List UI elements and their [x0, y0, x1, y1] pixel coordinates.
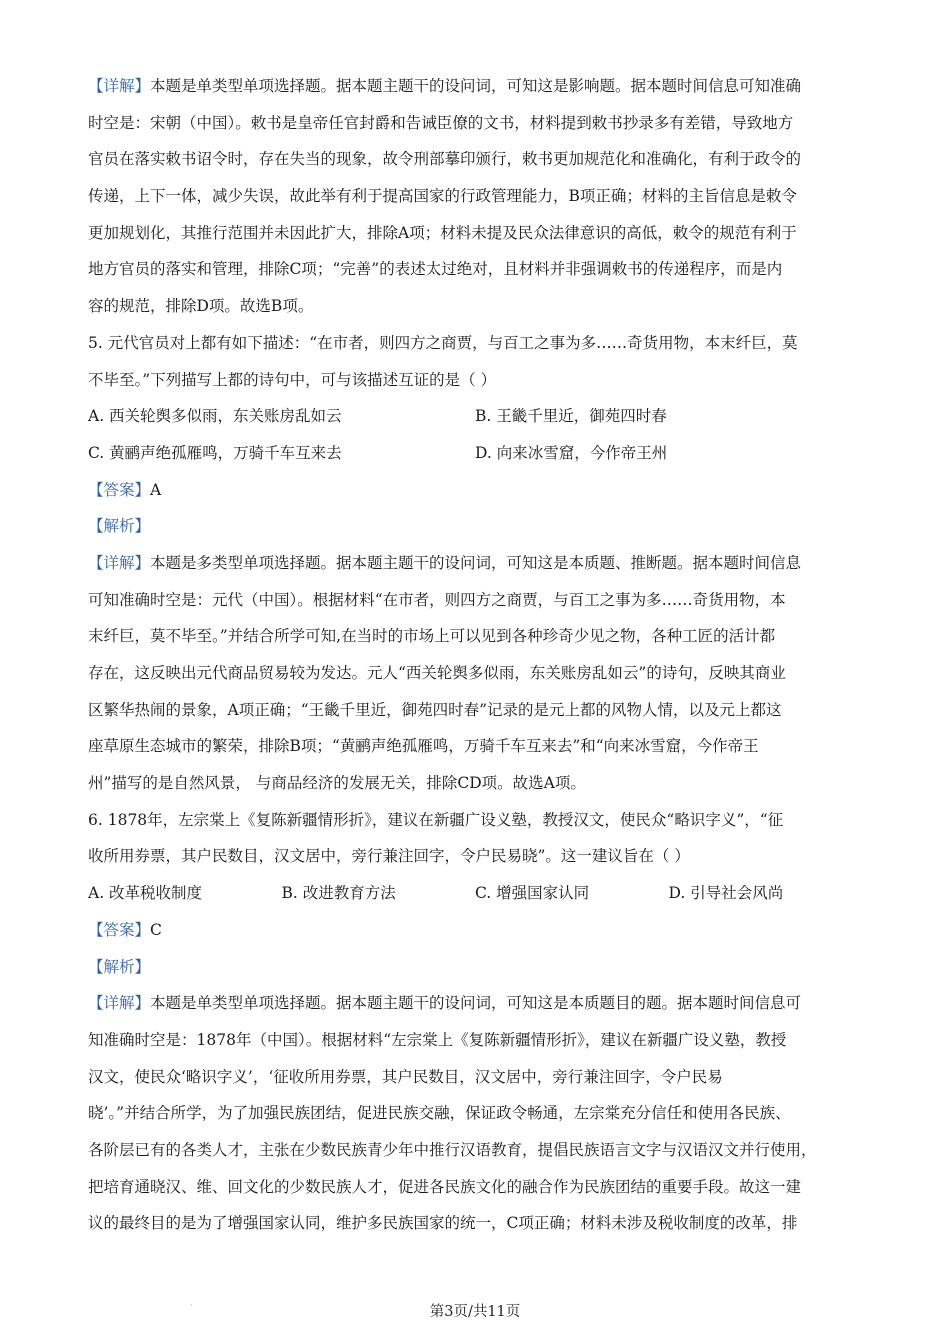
q5-detail-line: 座草原生态城市的繁荣，排除B项；“黄鹂声绝孤雁鸣，万骑千车互来去”和“向来冰雪窟，今作帝王 — [88, 737, 759, 756]
q5-stem-line: 不毕至。”下列描写上都的诗句中，可与该描述互证的是（ ） — [88, 370, 497, 389]
answer-label: 【答案】 — [88, 480, 151, 499]
q6-stem-line: 收所用券票，其户民数目，汉文居中，旁行兼注回字，令户民易晓”。这一建议旨在（ ） — [88, 847, 690, 866]
q5-analysis — [88, 508, 863, 545]
q4-detail-line: 【详解】本题是单类型单项选择题。据本题主题干的设问词，可知这是影响题。据本题时间信息可知准确 — [88, 77, 802, 95]
q5-detail-line: 存在，这反映出元代商品贸易较为发达。元人“西关轮舆多似雨，东关账房乱如云”的诗句，反映其商业 — [88, 664, 786, 682]
q5-option-a: A. 西关轮舆多似雨，东关账房乱如云 — [88, 407, 342, 426]
q5-options-row — [88, 435, 863, 472]
q6-detail-line: 知准确时空是：1878年（中国）。根据材料“左宗棠上《复陈新疆情形折》，建议在新疆广设义塾，教授 — [88, 1030, 787, 1049]
page-footer: 第3页/共11页 — [429, 1304, 521, 1320]
analysis-label: 【解析】 — [88, 957, 151, 976]
detail-label: 【详解】 — [88, 553, 151, 572]
q4-detail-line: 容的规范，排除D项。故选B项。 — [88, 297, 314, 316]
analysis-label: 【解析】 — [88, 517, 151, 536]
answer-label: 【答案】 — [88, 920, 151, 939]
q6-detail-line: 把培育通晓汉、维、回文化的少数民族人才，促进各民族文化的融合作为民族团结的重要手段。故这一建 — [88, 1177, 802, 1196]
answer-value: C — [150, 920, 162, 939]
q6-options-row — [88, 875, 863, 912]
q6-analysis — [88, 949, 863, 986]
q4-detail-line: 更加规划化，其推行范围并未因此扩大，排除A项；材料未提及民众法律意识的高低，敕令的规范有利于 — [88, 223, 797, 242]
content-area — [88, 68, 863, 1242]
q6-answer — [88, 912, 863, 949]
q5-detail-line: 州”描写的是自然风景， 与商品经济的发展无关，排除CD项。故选A项。 — [88, 774, 586, 793]
q4-detail-line: 时空是：宋朝（中国）。敕书是皇帝任官封爵和告诫臣僚的文书，材料提到敕书抄录多有差错，导致地方 — [88, 113, 794, 132]
q5-detail-line: 末纤巨，莫不毕至。”并结合所学可知,在当时的市场上可以见到各种珍奇少见之物，各种工匠的活计都 — [88, 627, 776, 646]
footer-mark: · — [190, 1301, 193, 1310]
detail-label: 【详解】 — [88, 994, 151, 1013]
q5-detail-line: 区繁华热闹的景象，A项正确；“王畿千里近，御苑四时春”记录的是元上都的风物人情，以及元上都这 — [88, 700, 782, 719]
q6-option-d: D. 引导社会风尚 — [668, 884, 784, 903]
q5-option-b: B. 王畿千里近，御苑四时春 — [475, 407, 667, 426]
q4-detail-line: 传递，上下一体，减少失误，故此举有利于提高国家的行政管理能力，B项正确；材料的主旨信息是敕令 — [88, 187, 797, 206]
q6-detail-line: 各阶层已有的各类人才，主张在少数民族青少年中推行汉语教育，提倡民族语言文字与汉语汉文并行使用， — [88, 1140, 817, 1159]
detail-label: 【详解】 — [88, 77, 151, 95]
q6-detail-line: 议的最终目的是为了增强国家认同，维护多民族国家的统一，C项正确；材料未涉及税收制度的改革，排 — [88, 1214, 798, 1233]
q5-detail-line: 可知准确时空是：元代（中国）。根据材料“在市者，则四方之商贾，与百工之事为多……奇货用物，本 — [88, 590, 786, 609]
q4-detail-line: 地方官员的落实和管理，排除C项；“完善”的表述太过绝对，且材料并非强调敕书的传递程序，而是内 — [88, 260, 783, 279]
q6-detail-line: 晓’。”并结合所学，为了加强民族团结，促进民族交融，保证政令畅通，左宗棠充分信任和使用各民族、 — [88, 1104, 791, 1123]
q6-option-b: B. 改进教育方法 — [281, 884, 396, 903]
q6-detail-line: 【详解】本题是单类型单项选择题。据本题主题干的设问词，可知这是本质题目的题。据本题时间信息可 — [88, 994, 802, 1013]
q5-stem-line: 5. 元代官员对上都有如下描述：“在市者，则四方之商贾，与百工之事为多……奇货用物，本末纤巨，莫 — [88, 333, 798, 352]
answer-value: A — [150, 480, 162, 499]
q5-options-row — [88, 398, 863, 435]
q4-detail-line: 官员在落实敕书诏令时，存在失当的现象，故令刑部摹印颁行，敕书更加规范化和准确化，有利于政令的 — [88, 150, 802, 169]
q6-stem-line: 6. 1878年，左宗棠上《复陈新疆情形折》，建议在新疆广设义塾，教授汉文，使民众“略识字义”，“征 — [88, 810, 784, 829]
q5-answer — [88, 472, 863, 509]
q5-detail-line: 【详解】本题是多类型单项选择题。据本题主题干的设问词，可知这是本质题、推断题。据本题时间信息 — [88, 553, 802, 572]
q6-option-c: C. 增强国家认同 — [475, 884, 590, 903]
q6-option-a: A. 改革税收制度 — [88, 884, 203, 903]
q6-detail-line: 汉文，使民众‘略识字义’，‘征收所用券票，其户民数目，汉文居中，旁行兼注回字，令户民易 — [88, 1067, 723, 1086]
q5-option-c: C. 黄鹂声绝孤雁鸣，万骑千车互来去 — [88, 443, 342, 462]
q5-option-d: D. 向来冰雪窟，今作帝王州 — [475, 443, 668, 462]
